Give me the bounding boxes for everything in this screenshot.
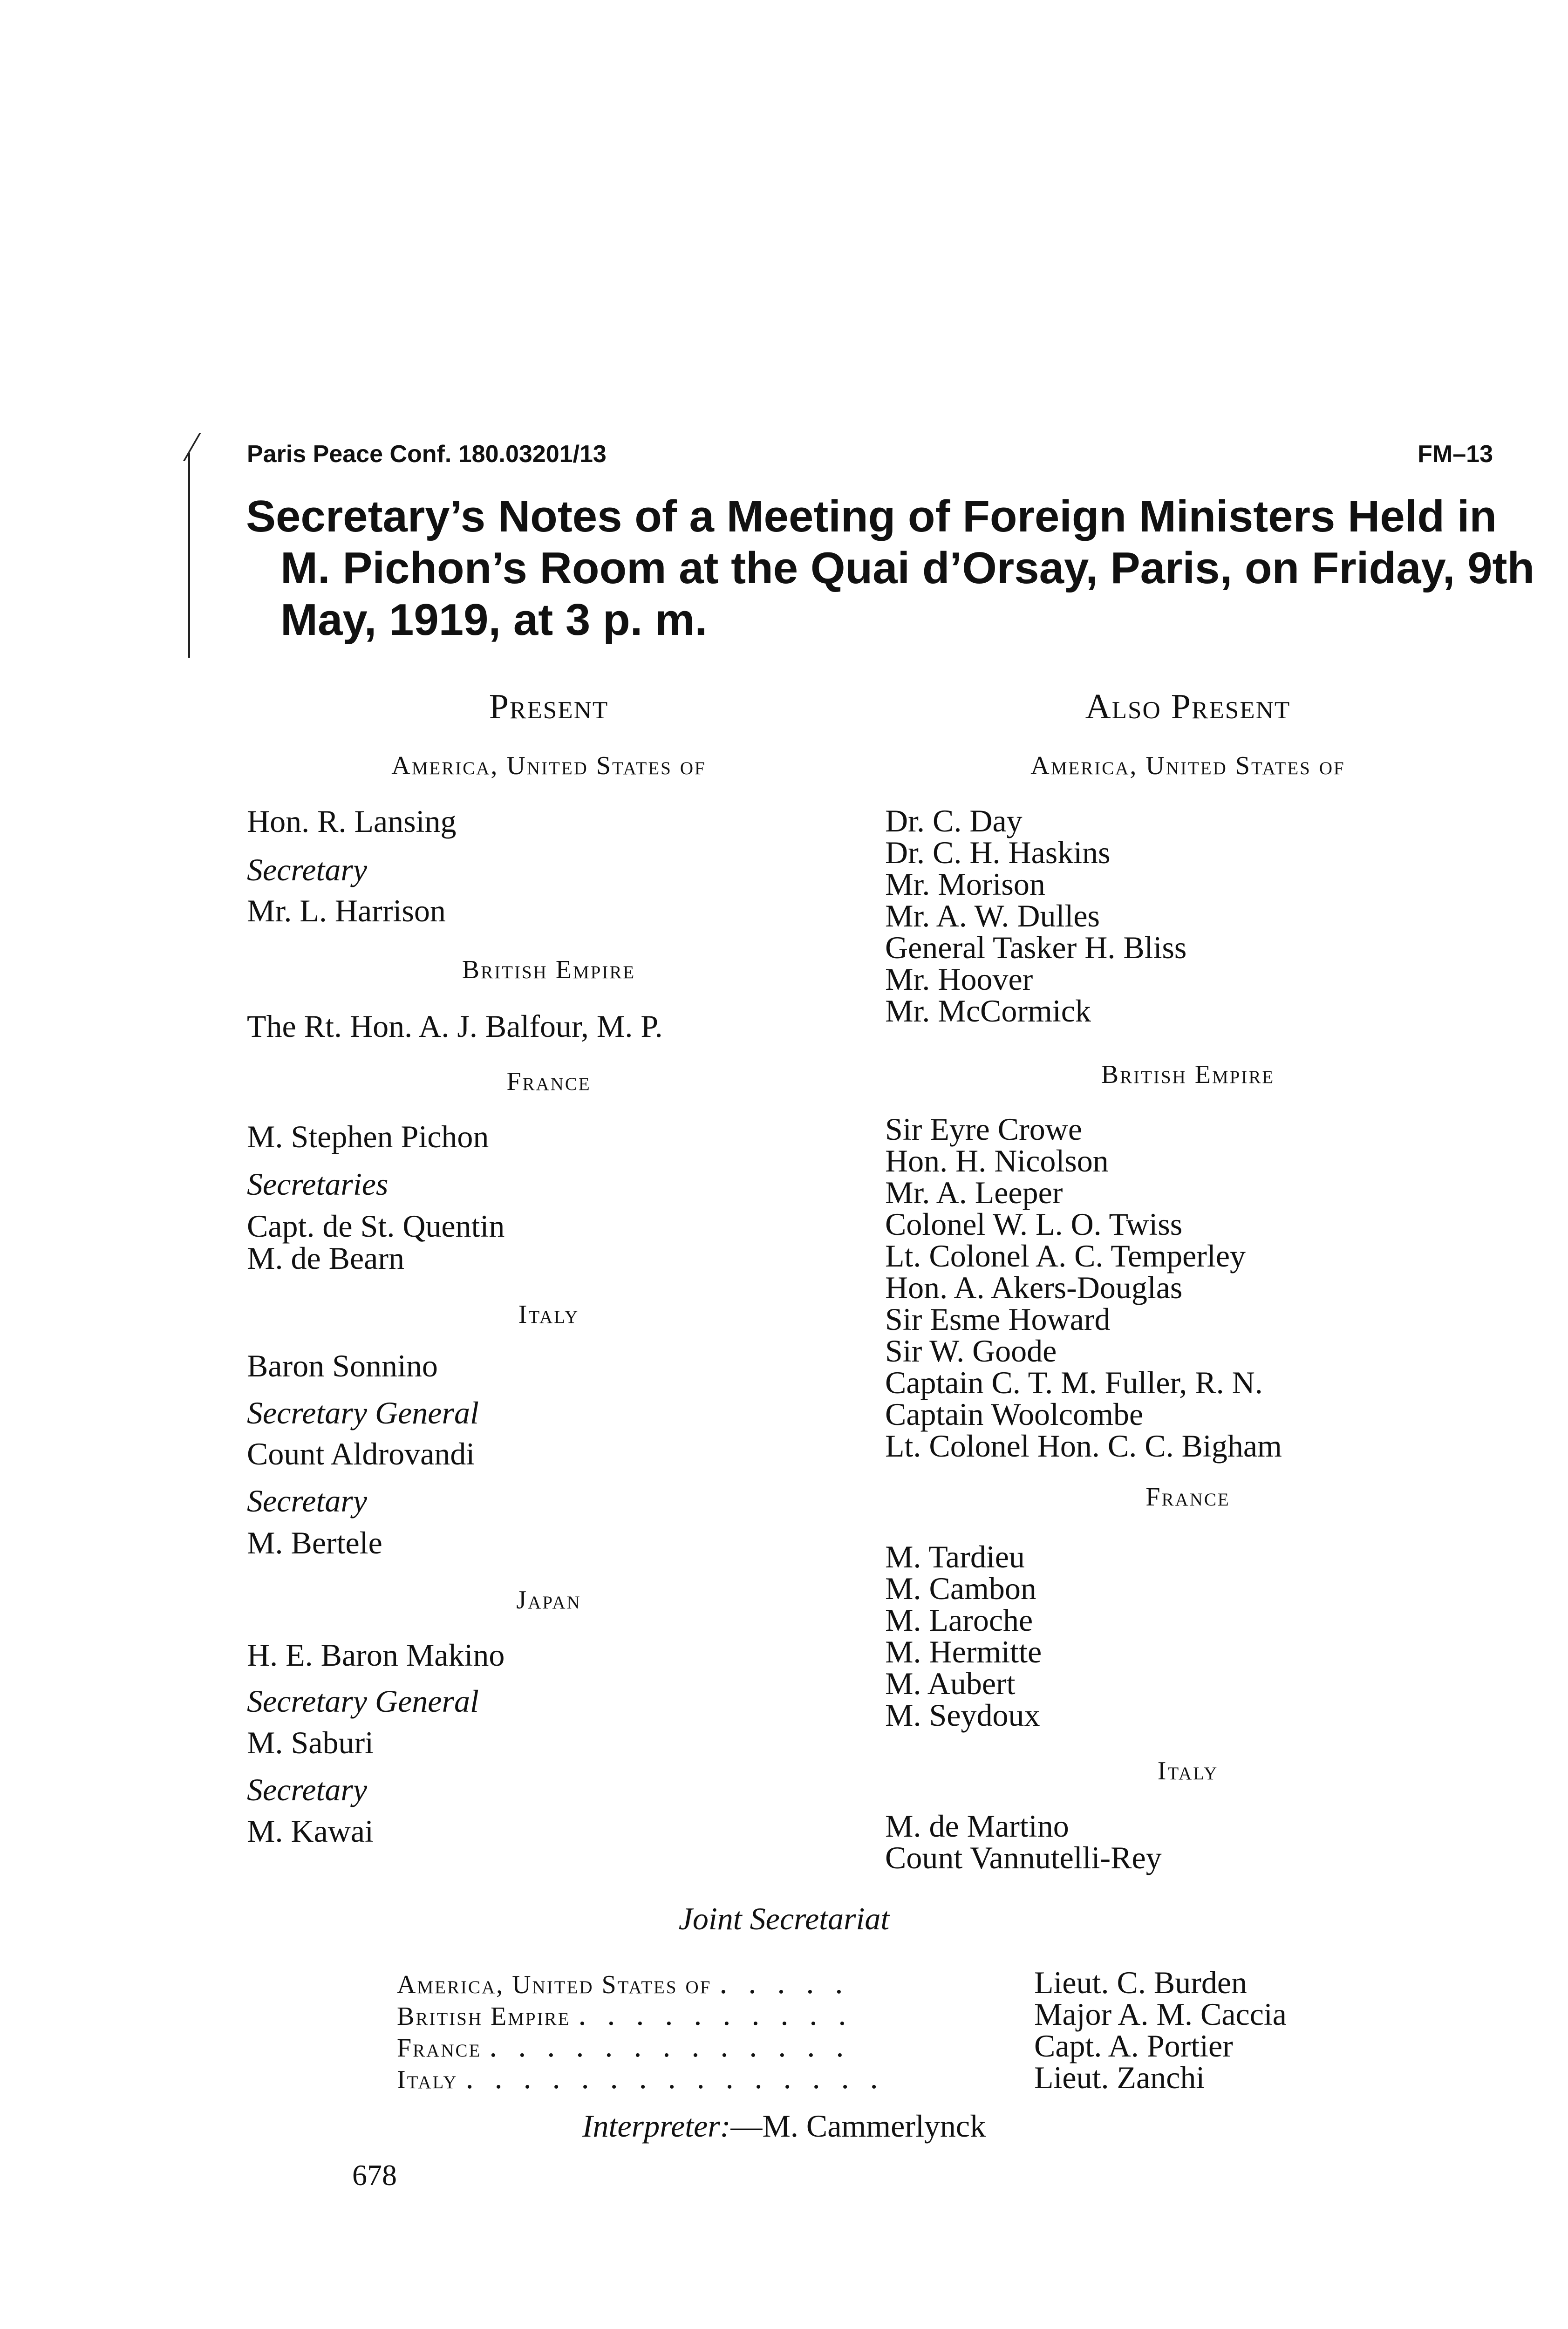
margin-marker-tip — [183, 433, 214, 461]
interpreter-line — [0, 2108, 1568, 2145]
list-item: Hon. H. Nicolson — [885, 1143, 1109, 1178]
list-item: General Tasker H. Bliss — [885, 930, 1187, 965]
present-us-delegate: Hon. R. Lansing — [247, 804, 457, 839]
title-line-2: M. Pichon’s Room at the Quai d’Orsay, Paris, on Friday, 9th — [280, 543, 1535, 593]
joint-secretariat-heading: Joint Secretariat — [678, 1901, 890, 1936]
title-line-3: May, 1919, at 3 p. m. — [280, 595, 707, 645]
country-label: France — [397, 2034, 482, 2063]
list-item: M. Seydoux — [885, 1697, 1040, 1733]
present-japan-secretary-role: Secretary — [247, 1772, 368, 1807]
list-item: M. Aubert — [885, 1666, 1016, 1701]
list-item: Hon. A. Akers-Douglas — [885, 1270, 1183, 1305]
present-italy-secretary-role: Secretary — [247, 1483, 368, 1519]
also-us-list — [885, 805, 1186, 1027]
list-item: Sir Eyre Crowe — [885, 1111, 1083, 1147]
present-france-secretary-1: Capt. de St. Quentin — [247, 1208, 505, 1244]
present-japan-secgen-role: Secretary General — [247, 1683, 479, 1719]
list-item: Sir W. Goode — [885, 1333, 1057, 1369]
list-item: Captain Woolcombe — [885, 1396, 1144, 1432]
present-italy-secgen: Count Aldrovandi — [247, 1436, 475, 1471]
also-british-label: British Empire — [1101, 1060, 1275, 1089]
also-british-list — [885, 1113, 1282, 1462]
present-us-label: America, United States of — [391, 751, 706, 780]
present-france-label: France — [506, 1067, 591, 1096]
present-japan-secgen: M. Saburi — [247, 1725, 374, 1760]
also-france-label: France — [1145, 1483, 1230, 1512]
list-item: Mr. Morison — [885, 866, 1045, 902]
list-item: M. Hermitte — [885, 1634, 1042, 1669]
present-italy-secretary: M. Bertele — [247, 1525, 382, 1560]
present-us-secretary-role: Secretary — [247, 852, 368, 887]
secretariat-name: Lieut. C. Burden — [1034, 1965, 1248, 2000]
list-item: M. Cambon — [885, 1571, 1036, 1606]
table-row — [0, 2030, 1568, 2062]
country-label: British Empire — [397, 2002, 571, 2031]
list-item: M. de Martino — [885, 1808, 1069, 1844]
margin-marker — [188, 453, 190, 658]
joint-secretariat-table — [0, 1967, 1568, 2106]
list-item: Mr. A. W. Dulles — [885, 898, 1100, 933]
also-italy-label: Italy — [1157, 1757, 1219, 1785]
also-present-heading: Also Present — [1085, 687, 1291, 726]
country-label: America, United States of — [397, 1970, 712, 1999]
document-code: FM–13 — [1418, 441, 1493, 468]
table-row — [0, 1998, 1568, 2030]
secretariat-name: Capt. A. Portier — [1034, 2028, 1233, 2063]
present-us-secretary: Mr. L. Harrison — [247, 893, 446, 928]
country-label: Italy — [397, 2065, 458, 2094]
list-item: M. Laroche — [885, 1602, 1033, 1638]
secretariat-name: Lieut. Zanchi — [1034, 2060, 1205, 2095]
list-item: Lt. Colonel Hon. C. C. Bigham — [885, 1428, 1282, 1464]
list-item: Lt. Colonel A. C. Temperley — [885, 1238, 1246, 1273]
also-france-list — [885, 1541, 1042, 1731]
list-item: M. Tardieu — [885, 1539, 1025, 1574]
present-british-delegate: The Rt. Hon. A. J. Balfour, M. P. — [247, 1008, 663, 1044]
present-japan-secretary: M. Kawai — [247, 1813, 374, 1849]
list-item: Count Vannutelli-Rey — [885, 1840, 1162, 1875]
leader-dots: . . . . . . . . . . — [578, 1996, 853, 2032]
present-italy-secgen-role: Secretary General — [247, 1395, 479, 1430]
table-row — [0, 2062, 1568, 2093]
present-france-secretary-2: M. de Bearn — [247, 1240, 405, 1276]
leader-dots: . . . . . — [719, 1965, 850, 2000]
interpreter-name: —M. Cammerlynck — [730, 2108, 986, 2144]
present-italy-label: Italy — [518, 1300, 579, 1329]
secretariat-name: Major A. M. Caccia — [1034, 1996, 1287, 2032]
table-row — [0, 1967, 1568, 1998]
document-reference: Paris Peace Conf. 180.03201/13 — [247, 441, 607, 468]
present-italy-delegate: Baron Sonnino — [247, 1348, 438, 1383]
leader-dots: . . . . . . . . . . . . . — [489, 2028, 851, 2063]
also-us-label: America, United States of — [1030, 751, 1345, 780]
present-france-secretaries-role: Secretaries — [247, 1166, 389, 1202]
list-item: Sir Esme Howard — [885, 1301, 1111, 1337]
present-france-delegate: M. Stephen Pichon — [247, 1119, 489, 1154]
list-item: Mr. McCormick — [885, 993, 1091, 1028]
present-british-label: British Empire — [462, 955, 636, 984]
list-item: Dr. C. H. Haskins — [885, 835, 1111, 870]
page-number: 678 — [352, 2159, 397, 2192]
list-item: Dr. C. Day — [885, 803, 1023, 838]
leader-dots: . . . . . . . . . . . . . . . — [465, 2060, 885, 2095]
present-heading: Present — [489, 687, 609, 726]
title-line-1: Secretary’s Notes of a Meeting of Foreign Ministers Held in — [246, 491, 1497, 541]
present-japan-label: Japan — [516, 1586, 581, 1614]
list-item: Mr. Hoover — [885, 961, 1033, 997]
present-japan-delegate: H. E. Baron Makino — [247, 1637, 505, 1673]
list-item: Colonel W. L. O. Twiss — [885, 1206, 1183, 1242]
list-item: Captain C. T. M. Fuller, R. N. — [885, 1365, 1263, 1400]
interpreter-label: Interpreter: — [582, 2108, 731, 2144]
list-item: Mr. A. Leeper — [885, 1175, 1063, 1210]
also-italy-list — [885, 1810, 1162, 1873]
